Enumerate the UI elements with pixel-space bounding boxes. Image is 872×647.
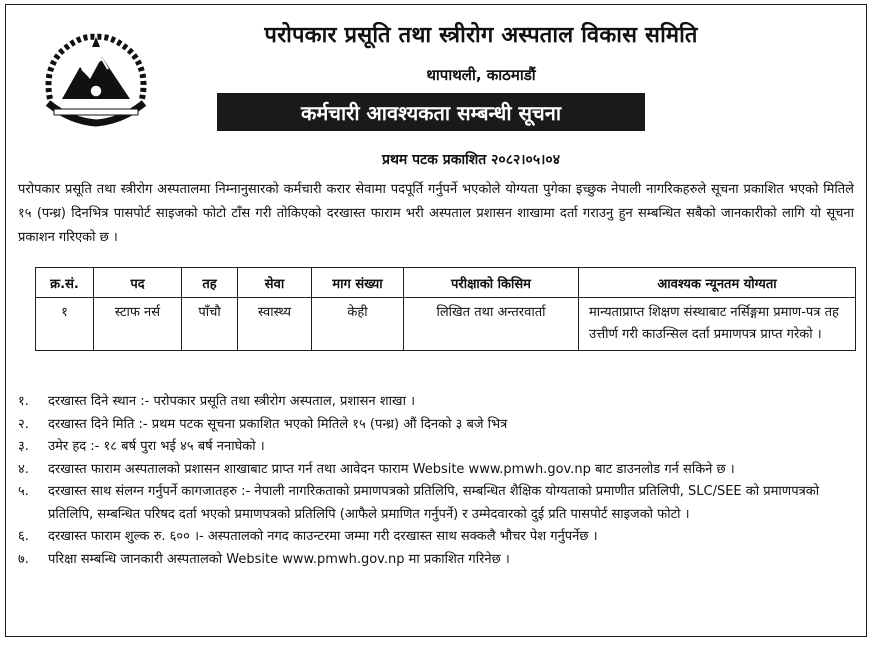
list-item — [18, 459, 856, 482]
intro-paragraph: परोपकार प्रसूति तथा स्त्रीरोग अस्पतालमा निम्नानुसारको कर्मचारी करार सेवामा पदपूर्ति गर्नुपर्ने भएकोले योग्यता पुगेका इच्छुक नेपाली नागरिकहरुले सूचना प्रकाशित भएको मितिले १५ (पन्ध्र) दिनभित्र पासपोर्ट साइजको फोटो टाँस गरी तोकिएको दरखास्त फाराम भरी अस्पताल प्रशासन शाखामा दर्ता गराउनु हुन सम्बन्धित सबैको जानकारीको लागि यो सूचना प्रकाशन गरिएको छ । — [18, 182, 854, 245]
list-item — [18, 391, 856, 414]
organization-name: परोपकार प्रसूति तथा स्त्रीरोग अस्पताल विकास समिति — [264, 23, 698, 48]
terms-list — [18, 391, 856, 571]
item-text: दरखास्त साथ संलग्न गर्नुपर्ने कागजातहरु :- नेपाली नागरिकताको प्रमाणपत्रको प्रतिलिपि, सम्बन्धित शैक्षिक योग्यताको प्रमाणीत प्रतिलिपी, SLC/SEE को प्रमाणपत्रको प्रतिलिपि, सम्बन्धित परिषद दर्ता भएको प्रमाणपत्रको प्रतिलिपि (आफैले प्रमाणित गर्नुपर्ने) र उम्मेदवारको दुई प्रति पासपोर्ट साइजको फोटो । — [48, 484, 820, 522]
column-header: पद — [94, 268, 182, 298]
column-header: सेवा — [238, 268, 312, 298]
column-header: माग संख्या — [312, 268, 404, 298]
list-item — [18, 436, 856, 459]
list-item — [18, 549, 856, 572]
table-cell-level: पाँचौ — [182, 298, 238, 351]
column-header: तह — [182, 268, 238, 298]
item-text: दरखास्त दिने मिति :- प्रथम पटक सूचना प्रकाशित भएको मितिले १५ (पन्ध्र) औं दिनको ३ बजे भित्र — [48, 416, 508, 432]
notice-title-banner: कर्मचारी आवश्यकता सम्बन्धी सूचना — [217, 93, 645, 131]
item-number: ३. — [18, 439, 29, 454]
item-text: दरखास्त फाराम शुल्क रु. ६०० ।- अस्पतालको नगद काउन्टरमा जम्मा गरी दरखास्त साथ सक्कलै भौचर पेश गर्नुपर्नेछ । — [48, 529, 598, 544]
list-item — [18, 481, 856, 526]
table-cell-qualification: मान्यताप्राप्त शिक्षण संस्थाबाट नर्सिङ्गमा प्रमाण-पत्र तह उत्तीर्ण गरी काउन्सिल दर्ता प्रमाणपत्र प्राप्त गरेको । — [579, 298, 856, 351]
item-text: उमेर हद :- १८ बर्ष पुरा भई ४५ बर्ष ननाघेको । — [48, 439, 265, 454]
item-number: ५. — [18, 484, 29, 499]
table-header-row — [36, 268, 856, 298]
vacancy-table — [35, 267, 856, 351]
published-date: प्रथम पटक प्रकाशित २०८२।०५।०४ — [382, 152, 560, 168]
column-header: आवश्यक न्यूनतम योग्यता — [579, 268, 856, 298]
item-text: परिक्षा सम्बन्धि जानकारी अस्पतालको Website www.pmwh.gov.np मा प्रकाशित गरिनेछ । — [48, 551, 510, 567]
organization-address: थापाथली, काठमाडौं — [426, 66, 536, 84]
table-row — [36, 298, 856, 351]
item-number: १. — [18, 394, 29, 409]
table-cell-exam-type: लिखित तथा अन्तरवार्ता — [404, 298, 579, 351]
column-header: क्र.सं. — [36, 268, 94, 298]
table-cell-post: स्टाफ नर्स — [94, 298, 182, 351]
column-header: परीक्षाको किसिम — [404, 268, 579, 298]
item-text: दरखास्त फाराम अस्पतालको प्रशासन शाखाबाट प्राप्त गर्न तथा आवेदन फाराम Website www.pmwh.gov.np बाट डाउनलोड गर्न सकिने छ । — [48, 461, 735, 477]
item-number: ६. — [18, 529, 29, 544]
table-cell-service: स्वास्थ्य — [238, 298, 312, 351]
notice-page — [5, 4, 867, 637]
list-item — [18, 526, 856, 549]
item-number: २. — [18, 416, 29, 432]
item-number: ७. — [18, 551, 29, 567]
table-cell-serial: १ — [36, 298, 94, 351]
item-number: ४. — [18, 461, 29, 477]
item-text: दरखास्त दिने स्थान :- परोपकार प्रसूति तथा स्त्रीरोग अस्पताल, प्रशासन शाखा । — [48, 394, 415, 409]
list-item — [18, 414, 856, 437]
table-cell-demand: केही — [312, 298, 404, 351]
